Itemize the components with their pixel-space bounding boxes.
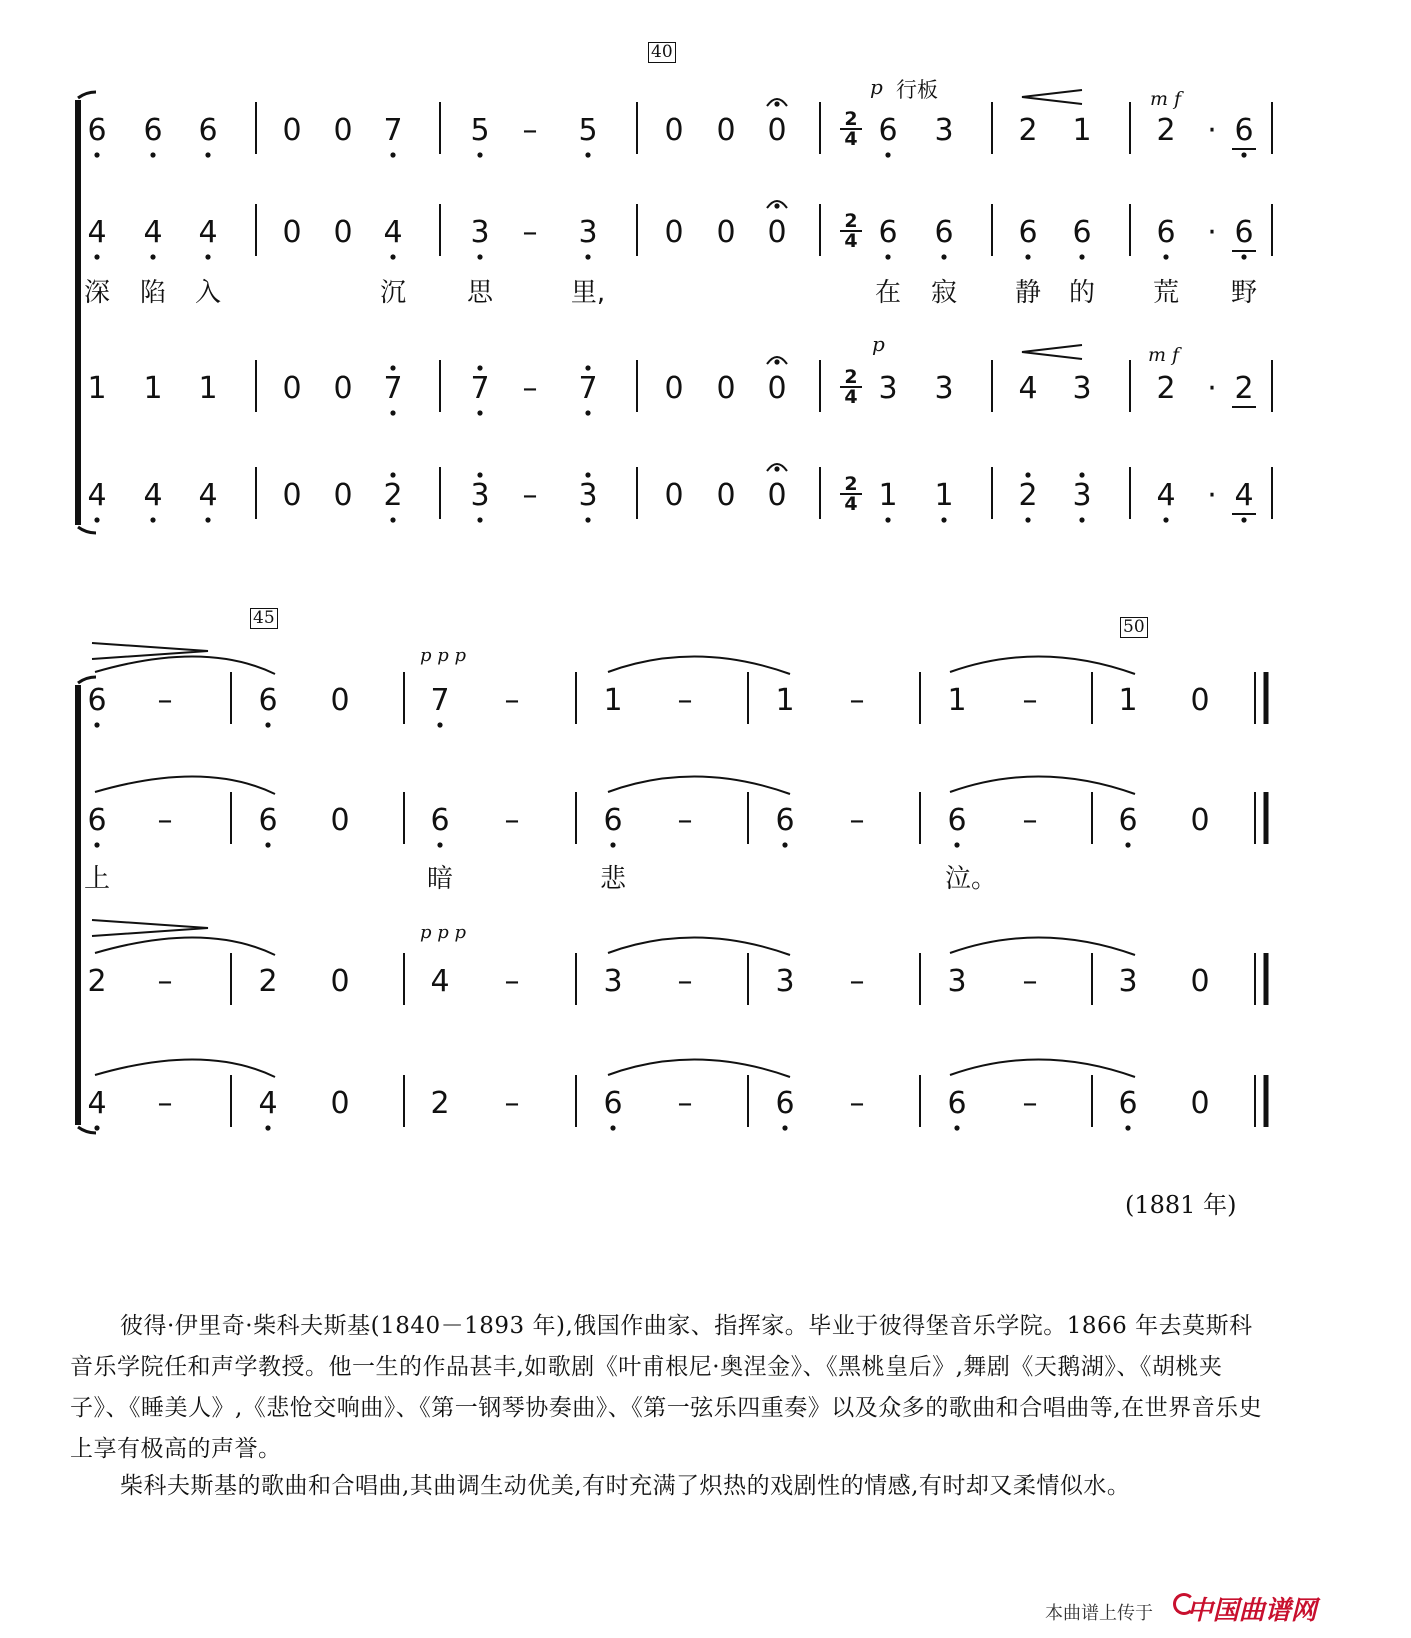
note-s1-v2: 3 <box>470 215 490 250</box>
tempo-marking: 行板 <box>896 78 938 102</box>
tie <box>950 1059 1135 1077</box>
crescendo-hairpin <box>1022 90 1082 104</box>
note-s2-v3: 0 <box>1190 964 1210 999</box>
note-s2-v3: 2 <box>258 964 278 999</box>
low-octave-dot <box>782 842 787 847</box>
low-octave-dot <box>1241 254 1246 259</box>
low-octave-dot <box>94 152 99 157</box>
note-s1-v2: 0 <box>767 215 787 250</box>
style-description: 柴科夫斯基的歌曲和合唱曲,其曲调生动优美,有时充满了炽热的戏剧性的情感,有时却又柔情似水。 <box>120 1473 1131 1499</box>
note-s1-v2: 6 <box>1234 215 1254 250</box>
time-signature-top: 2 <box>844 366 858 388</box>
lyric-syllable: 思 <box>466 278 493 308</box>
note-s1-v4: 4 <box>1156 478 1176 513</box>
high-octave-dot <box>1079 472 1084 477</box>
note-s1-v4: · <box>1207 478 1217 513</box>
low-octave-dot <box>1241 152 1246 157</box>
time-signature-bottom: 4 <box>840 230 862 250</box>
note-s1-v1: 0 <box>767 113 787 148</box>
note-s2-v1: 1 <box>775 683 795 718</box>
note-s2-v1: 0 <box>330 683 350 718</box>
low-octave-dot <box>1079 517 1084 522</box>
low-octave-dot <box>585 254 590 259</box>
lyric-syllable: 上 <box>83 864 110 894</box>
time-signature-top: 2 <box>844 473 858 495</box>
low-octave-dot <box>205 152 210 157</box>
composition-date: (1881 年) <box>1125 1191 1237 1219</box>
note-s2-v2: 6 <box>603 803 623 838</box>
low-octave-dot <box>477 152 482 157</box>
fermata-dot <box>774 203 779 208</box>
low-octave-dot <box>1125 1125 1130 1130</box>
dynamic-p-alto: p <box>872 332 885 356</box>
time-signature-top: 2 <box>844 210 858 232</box>
lyric-syllable: 静 <box>1014 278 1041 308</box>
tie <box>950 937 1135 955</box>
note-s2-v3: 2 <box>87 964 107 999</box>
composer-biography: 彼得·伊里奇·柴科夫斯基(1840－1893 年),俄国作曲家、指挥家。毕业于彼得堡音乐学院。1866 年去莫斯科音乐学院任和声学教授。他一生的作品甚丰,如歌剧《叶甫根尼·奥涅金》、《黑桃皇后》,舞剧《天鹅湖》、《胡桃夹子》、《睡美人》,《悲怆交响曲》、《第一钢琴协奏曲》、《第一弦乐四重奏》以及众多的歌曲和合唱曲等,在世界音乐史上享有极高的声誉。 <box>70 1313 1263 1462</box>
fermata-dot <box>774 101 779 106</box>
note-s1-v2: 6 <box>1072 215 1092 250</box>
note-s1-v1: 5 <box>470 113 490 148</box>
note-s1-v4: 2 <box>383 478 403 513</box>
low-octave-dot <box>205 517 210 522</box>
tie <box>608 937 790 955</box>
lyric-syllable: 暗 <box>426 864 453 894</box>
note-s2-v1: – <box>157 683 173 718</box>
note-s1-v3: 2 <box>1156 371 1176 406</box>
lyric-syllable: 的 <box>1068 278 1095 308</box>
note-s1-v1: 2 <box>1018 113 1038 148</box>
note-s2-v2: 6 <box>775 803 795 838</box>
footer <box>1045 1590 1317 1627</box>
low-octave-dot <box>954 842 959 847</box>
low-octave-dot <box>150 254 155 259</box>
note-s2-v1: – <box>1022 683 1038 718</box>
note-s2-v4: – <box>849 1086 865 1121</box>
low-octave-dot <box>94 517 99 522</box>
decrescendo-hairpin <box>92 920 208 936</box>
note-s2-v3: – <box>504 964 520 999</box>
lyric-syllable: 泣。 <box>945 864 998 894</box>
note-s1-v1: 5 <box>578 113 598 148</box>
note-s2-v1: 1 <box>1118 683 1138 718</box>
note-s2-v4: 4 <box>258 1086 278 1121</box>
note-s1-v1: 0 <box>282 113 302 148</box>
note-s2-v3: 3 <box>603 964 623 999</box>
note-s1-v3: 7 <box>383 371 403 406</box>
bracket-hook <box>78 92 96 98</box>
note-s1-v4: 0 <box>333 478 353 513</box>
note-s2-v4: – <box>677 1086 693 1121</box>
note-s1-v1: 6 <box>87 113 107 148</box>
note-s1-v4: 1 <box>934 478 954 513</box>
low-octave-dot <box>477 254 482 259</box>
dynamic-mf-soprano: m f <box>1150 88 1182 110</box>
note-s1-v2: 0 <box>282 215 302 250</box>
low-octave-dot <box>885 254 890 259</box>
note-s2-v2: 6 <box>1118 803 1138 838</box>
dynamic-ppp-soprano: p p p <box>420 645 467 666</box>
low-octave-dot <box>150 152 155 157</box>
measure-number-40: 40 <box>648 42 676 63</box>
note-s2-v1: 7 <box>430 683 450 718</box>
footer-uploaded-text: 本曲谱上传于 <box>1045 1603 1153 1624</box>
note-s1-v4: 4 <box>87 478 107 513</box>
note-s2-v4: 6 <box>947 1086 967 1121</box>
note-s1-v4: 4 <box>143 478 163 513</box>
note-s1-v3: 1 <box>143 371 163 406</box>
note-s2-v4: – <box>504 1086 520 1121</box>
note-s1-v3: 0 <box>282 371 302 406</box>
note-s1-v4: 3 <box>578 478 598 513</box>
time-signature-top: 2 <box>844 108 858 130</box>
tie <box>608 656 790 674</box>
low-octave-dot <box>150 517 155 522</box>
note-s1-v1: · <box>1207 113 1217 148</box>
note-s2-v1: 0 <box>1190 683 1210 718</box>
note-s1-v3: 0 <box>767 371 787 406</box>
low-octave-dot <box>885 152 890 157</box>
note-s1-v4: 2 <box>1018 478 1038 513</box>
tie <box>608 1059 790 1077</box>
low-octave-dot <box>94 842 99 847</box>
note-s2-v2: – <box>677 803 693 838</box>
note-s2-v1: 1 <box>947 683 967 718</box>
note-s2-v1: – <box>504 683 520 718</box>
time-signature <box>840 110 862 148</box>
note-s1-v2: 4 <box>143 215 163 250</box>
low-octave-dot <box>265 1125 270 1130</box>
note-s1-v4: 3 <box>470 478 490 513</box>
note-s2-v1: – <box>677 683 693 718</box>
note-s2-v4: – <box>1022 1086 1038 1121</box>
note-s1-v1: 1 <box>1072 113 1092 148</box>
note-s1-v2: 0 <box>716 215 736 250</box>
tie <box>95 1059 275 1077</box>
note-s2-v2: – <box>157 803 173 838</box>
low-octave-dot <box>94 722 99 727</box>
note-s1-v2: 6 <box>1018 215 1038 250</box>
note-s1-v3: 1 <box>87 371 107 406</box>
note-s1-v1: 6 <box>878 113 898 148</box>
note-s2-v1: 1 <box>603 683 623 718</box>
lyric-syllable: 悲 <box>599 864 626 894</box>
note-s1-v4: 1 <box>878 478 898 513</box>
note-s2-v4: 0 <box>1190 1086 1210 1121</box>
note-s1-v3: 4 <box>1018 371 1038 406</box>
low-octave-dot <box>585 152 590 157</box>
footer-brand: 中国曲谱网 <box>1186 1596 1317 1626</box>
note-s2-v2: – <box>849 803 865 838</box>
note-s1-v2: 0 <box>664 215 684 250</box>
note-s1-v2: 4 <box>87 215 107 250</box>
note-s1-v3: 7 <box>578 371 598 406</box>
low-octave-dot <box>941 517 946 522</box>
note-s2-v2: 6 <box>258 803 278 838</box>
high-octave-dot <box>477 365 482 370</box>
low-octave-dot <box>585 410 590 415</box>
lyric-syllable: 陷 <box>139 278 166 308</box>
note-s1-v2: 4 <box>198 215 218 250</box>
note-s2-v3: 4 <box>430 964 450 999</box>
bracket-hook <box>78 1127 96 1133</box>
measure-number-45: 45 <box>250 608 278 629</box>
low-octave-dot <box>437 842 442 847</box>
high-octave-dot <box>1025 472 1030 477</box>
note-s1-v1: 2 <box>1156 113 1176 148</box>
note-s2-v2: 6 <box>947 803 967 838</box>
note-s1-v3: 0 <box>333 371 353 406</box>
tie <box>95 937 275 955</box>
time-signature-bottom: 4 <box>840 493 862 513</box>
high-octave-dot <box>585 472 590 477</box>
low-octave-dot <box>94 1125 99 1130</box>
note-s2-v3: – <box>157 964 173 999</box>
low-octave-dot <box>1025 517 1030 522</box>
note-s2-v4: 6 <box>775 1086 795 1121</box>
low-octave-dot <box>477 517 482 522</box>
note-s2-v2: 6 <box>87 803 107 838</box>
note-s1-v2: 4 <box>383 215 403 250</box>
tie <box>950 776 1135 794</box>
note-s1-v3: · <box>1207 371 1217 406</box>
low-octave-dot <box>610 1125 615 1130</box>
high-octave-dot <box>477 472 482 477</box>
note-s2-v3: – <box>1022 964 1038 999</box>
note-s2-v4: 0 <box>330 1086 350 1121</box>
note-s1-v1: 3 <box>934 113 954 148</box>
site-logo-icon <box>1173 1593 1195 1615</box>
time-signature-bottom: 4 <box>840 128 862 148</box>
tie <box>95 656 275 674</box>
note-s1-v4: 0 <box>282 478 302 513</box>
high-octave-dot <box>585 365 590 370</box>
note-s1-v2: 3 <box>578 215 598 250</box>
low-octave-dot <box>1241 517 1246 522</box>
note-s1-v2: 6 <box>878 215 898 250</box>
note-s1-v2: 0 <box>333 215 353 250</box>
note-s2-v4: 4 <box>87 1086 107 1121</box>
low-octave-dot <box>477 410 482 415</box>
note-s1-v3: – <box>522 371 538 406</box>
low-octave-dot <box>437 722 442 727</box>
note-s1-v1: 0 <box>333 113 353 148</box>
low-octave-dot <box>1079 254 1084 259</box>
note-s1-v2: 6 <box>1156 215 1176 250</box>
lyric-syllable: 寂 <box>930 278 957 308</box>
note-s2-v2: 6 <box>430 803 450 838</box>
note-s1-v1: 0 <box>664 113 684 148</box>
note-s1-v4: 3 <box>1072 478 1092 513</box>
note-s2-v4: 2 <box>430 1086 450 1121</box>
note-s1-v3: 1 <box>198 371 218 406</box>
note-s1-v3: 3 <box>878 371 898 406</box>
note-s1-v4: – <box>522 478 538 513</box>
note-s2-v3: – <box>677 964 693 999</box>
note-s2-v1: 6 <box>258 683 278 718</box>
note-s1-v1: 6 <box>198 113 218 148</box>
note-s1-v4: 0 <box>767 478 787 513</box>
note-s1-v2: 6 <box>934 215 954 250</box>
low-octave-dot <box>390 517 395 522</box>
lyric-syllable: 入 <box>194 278 221 308</box>
fermata-dot <box>774 466 779 471</box>
lyric-syllable: 在 <box>874 278 901 308</box>
tie <box>608 776 790 794</box>
note-s2-v2: 0 <box>330 803 350 838</box>
note-s1-v2: · <box>1207 215 1217 250</box>
note-s1-v4: 0 <box>664 478 684 513</box>
lyric-syllable: 里, <box>570 278 606 308</box>
note-s1-v3: 2 <box>1234 371 1254 406</box>
high-octave-dot <box>390 365 395 370</box>
note-s2-v3: – <box>849 964 865 999</box>
low-octave-dot <box>1125 842 1130 847</box>
low-octave-dot <box>1025 254 1030 259</box>
low-octave-dot <box>610 842 615 847</box>
note-s2-v4: 6 <box>603 1086 623 1121</box>
note-s2-v3: 3 <box>775 964 795 999</box>
note-s2-v1: – <box>849 683 865 718</box>
note-s2-v4: – <box>157 1086 173 1121</box>
time-signature <box>840 212 862 250</box>
lyric-syllable: 荒 <box>1152 278 1179 308</box>
note-s1-v4: 4 <box>198 478 218 513</box>
lyric-syllable: 沉 <box>379 278 406 308</box>
low-octave-dot <box>205 254 210 259</box>
note-s2-v1: 6 <box>87 683 107 718</box>
low-octave-dot <box>885 517 890 522</box>
note-s2-v3: 0 <box>330 964 350 999</box>
dynamic-p-soprano: p <box>870 75 883 99</box>
low-octave-dot <box>954 1125 959 1130</box>
note-s1-v1: 0 <box>716 113 736 148</box>
note-s1-v2: – <box>522 215 538 250</box>
note-s2-v4: 6 <box>1118 1086 1138 1121</box>
low-octave-dot <box>265 842 270 847</box>
note-s2-v3: 3 <box>947 964 967 999</box>
low-octave-dot <box>782 1125 787 1130</box>
dynamic-mf-alto: m f <box>1148 344 1180 366</box>
note-s1-v4: 4 <box>1234 478 1254 513</box>
lyric-syllable: 深 <box>83 278 110 308</box>
lyric-syllable: 野 <box>1230 278 1257 308</box>
note-s1-v1: 6 <box>1234 113 1254 148</box>
measure-number-50: 50 <box>1120 617 1148 638</box>
note-s1-v3: 3 <box>1072 371 1092 406</box>
note-s1-v4: 0 <box>716 478 736 513</box>
note-s1-v3: 3 <box>934 371 954 406</box>
low-octave-dot <box>265 722 270 727</box>
tie <box>95 776 275 794</box>
note-s1-v1: – <box>522 113 538 148</box>
crescendo-hairpin <box>1022 345 1082 359</box>
low-octave-dot <box>941 254 946 259</box>
note-s2-v2: – <box>504 803 520 838</box>
low-octave-dot <box>390 254 395 259</box>
low-octave-dot <box>390 152 395 157</box>
note-s1-v3: 0 <box>716 371 736 406</box>
note-s2-v3: 3 <box>1118 964 1138 999</box>
low-octave-dot <box>94 254 99 259</box>
note-s1-v1: 6 <box>143 113 163 148</box>
low-octave-dot <box>390 410 395 415</box>
time-signature <box>840 368 862 406</box>
low-octave-dot <box>585 517 590 522</box>
note-s2-v2: – <box>1022 803 1038 838</box>
dynamic-ppp-alto: p p p <box>420 922 467 943</box>
fermata-dot <box>774 359 779 364</box>
note-s1-v3: 7 <box>470 371 490 406</box>
low-octave-dot <box>1163 254 1168 259</box>
bracket-hook <box>78 527 96 533</box>
time-signature <box>840 475 862 513</box>
low-octave-dot <box>1163 517 1168 522</box>
high-octave-dot <box>390 472 395 477</box>
note-s1-v1: 7 <box>383 113 403 148</box>
tie <box>950 656 1135 674</box>
note-s1-v3: 0 <box>664 371 684 406</box>
note-s2-v2: 0 <box>1190 803 1210 838</box>
time-signature-bottom: 4 <box>840 386 862 406</box>
